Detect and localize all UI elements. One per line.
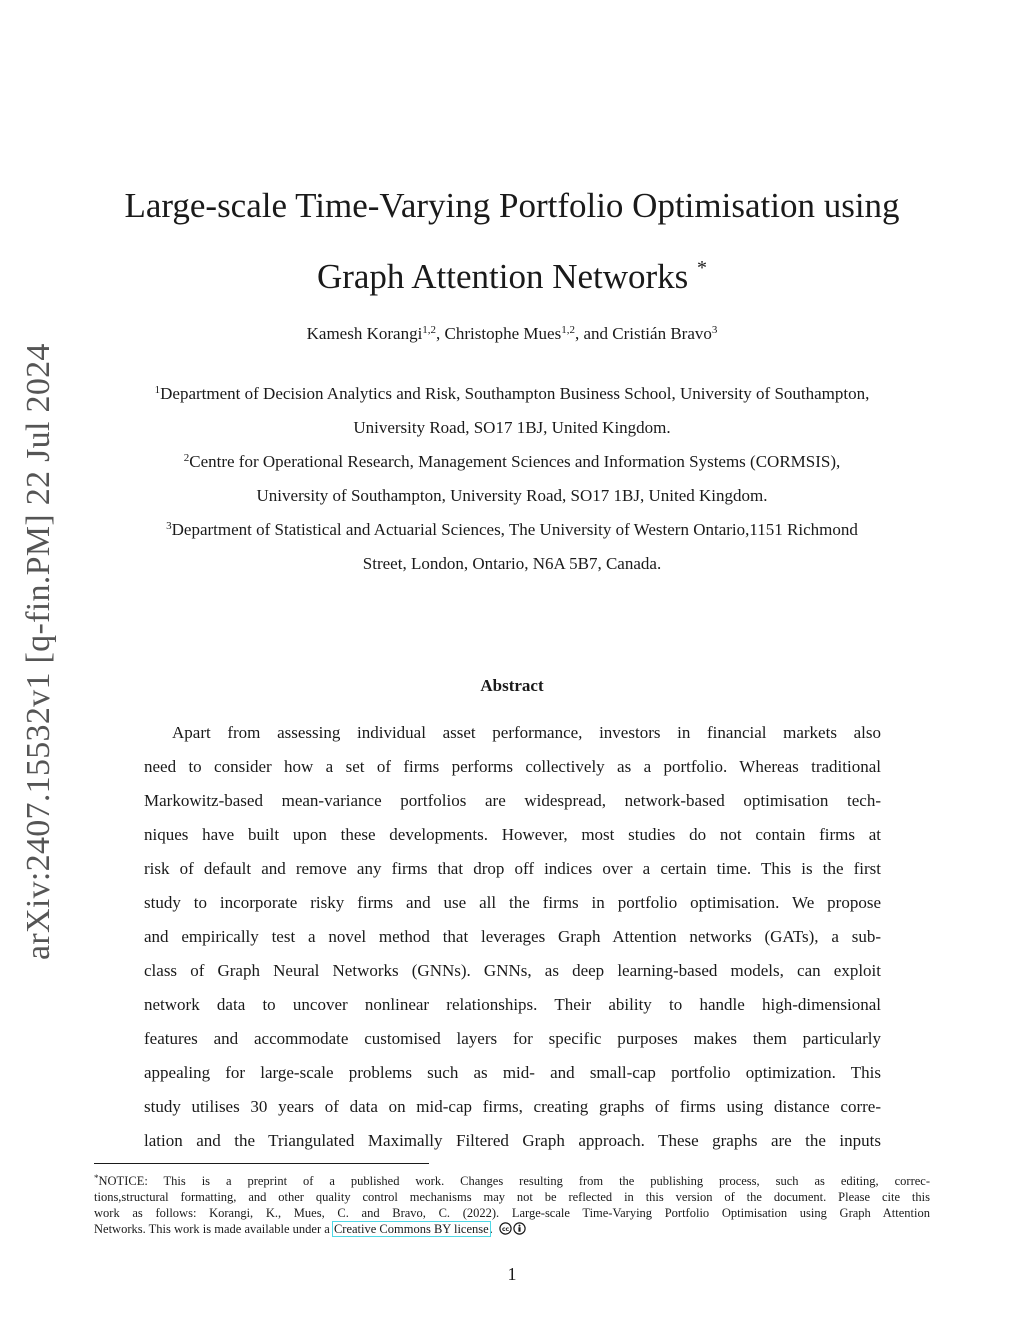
abstract-line: study to incorporate risky firms and use all the firms in portfolio optimisation. We propose [144,893,881,912]
footnote-line: Networks. This work is made available under a Creative Commons BY license. cc [94,1221,930,1239]
abstract-heading: Abstract [480,676,544,695]
abstract-line: lation and the Triangulated Maximally Filtered Graph approach. These graphs are the inputs [144,1131,881,1150]
abstract-line: risk of default and remove any firms that drop off indices over a certain time. This is the first [144,859,881,878]
abstract-line: Apart from assessing individual asset performance, investors in financial markets also [172,723,881,742]
author-3: Cristián Bravo$^3$ [612,324,718,343]
abstract-line: and empirically test a novel method that leverages Graph Attention networks (GATs), a sub- [144,927,881,946]
footnote-mark: * [94,1173,99,1183]
abstract-line: class of Graph Neural Networks (GNNs). GNNs, as deep learning-based models, can exploit [144,961,881,980]
svg-text:cc: cc [501,1226,509,1233]
page-number: 1 [507,1264,517,1284]
cc-by-license-icons [499,1222,527,1239]
footnote-divider [94,1163,429,1164]
paper-title [100,175,924,308]
abstract-line: study utilises 30 years of data on mid-cap firms, creating graphs of firms using distance corre- [144,1097,881,1116]
abstract-line: network data to uncover nonlinear relationships. Their ability to handle high-dimensional [144,995,881,1014]
affiliation-2: $^2$Centre for Operational Research, Management Sciences and Information Systems (CORMSIS), University of Southampton, University Road, SO17 1BJ, United Kingdom. [183,452,841,505]
footnote [94,1170,930,1239]
abstract-line: niques have built upon these developments. However, most studies do not contain firms at [144,825,881,844]
cc-by-icon [499,1222,527,1235]
footnote-line: work as follows: Korangi, K., Mues, C. and Bravo, C. (2022). Large-scale Time-Varying Portfolio Optimisation using Graph Attention [94,1206,930,1220]
title-line-1: Large-scale Time-Varying Portfolio Optimisation using [124,186,900,225]
abstract-line: need to consider how a set of firms performs collectively as a portfolio. Whereas traditional [144,757,881,776]
footnote-line: tions,structural formatting, and other quality control mechanisms may not be reflected in this version of the document. Please cite this [94,1190,930,1204]
affiliation-1: $^1$Department of Decision Analytics and Risk, Southampton Business School, University of Southampton, University Road, SO17 1BJ, United Kingdom. [154,384,870,437]
abstract-line: features and accommodate customised layers for specific purposes makes them particularly [144,1029,881,1048]
author-1: Kamesh Korangi$^{1,2}$, [306,324,445,343]
author-2: Christophe Mues$^{1,2}$, and [444,324,613,343]
title-footnote-mark[interactable]: * [697,257,708,279]
abstract-line: Markowitz-based mean-variance portfolios are widespread, network-based optimisation tech- [144,791,881,810]
footnote-line: *NOTICE: This is a preprint of a published work. Changes resulting from the publishing process, such as editing, correc- [94,1173,930,1188]
arxiv-identifier-stamp: arXiv:2407.15532v1 [q-fin.PM] 22 Jul 2024 [20,343,57,960]
affiliation-3: $^3$Department of Statistical and Actuarial Sciences, The University of Western Ontario,1151 Richmond Street, London, Ontario, N6A 5B7, Canada. [166,520,858,573]
abstract-body [144,716,881,1158]
author-list [100,324,924,344]
abstract-line: appealing for large-scale problems such as mid- and small-cap portfolio optimization. This [144,1063,881,1082]
title-line-2: Graph Attention Networks * [316,257,708,296]
creative-commons-license-link[interactable]: Creative Commons BY license [333,1222,489,1236]
